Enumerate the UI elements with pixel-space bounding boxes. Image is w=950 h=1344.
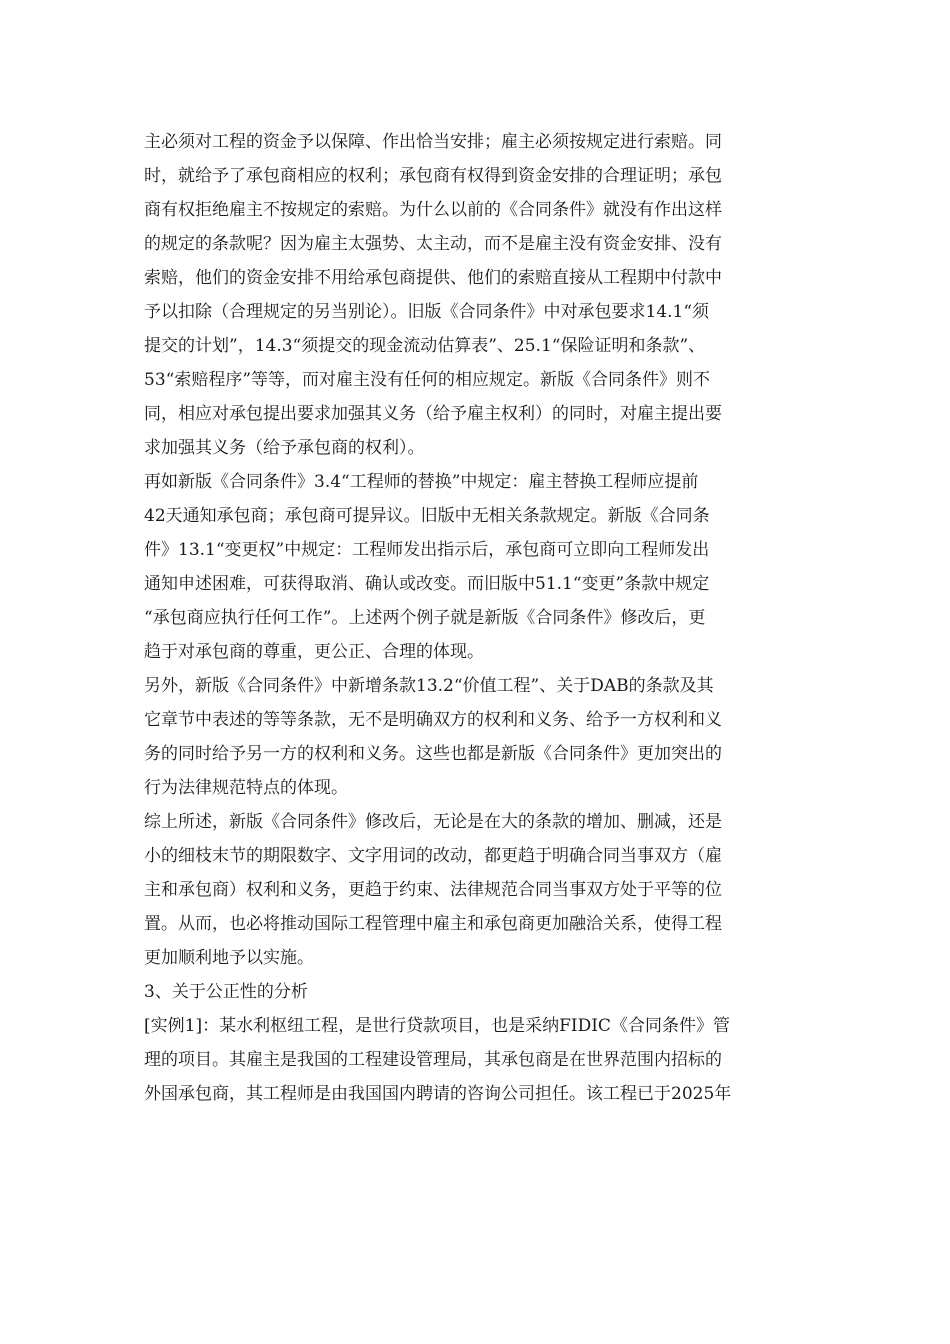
- section-heading: 3、关于公正性的分析: [144, 982, 308, 1002]
- text-line: 商有权拒绝雇主不按规定的索赔。为什么以前的《合同条件》就没有作出这样: [144, 200, 722, 220]
- text-line: 务的同时给予另一方的权利和义务。这些也都是新版《合同条件》更加突出的: [144, 744, 722, 764]
- text-line: 行为法律规范特点的体现。: [144, 778, 348, 798]
- text-line: 索赔，他们的资金安排不用给承包商提供、他们的索赔直接从工程期中付款中: [144, 268, 722, 288]
- text-line: 的规定的条款呢？因为雇主太强势、太主动，而不是雇主没有资金安排、没有: [144, 234, 722, 254]
- text-line: 另外，新版《合同条件》中新增条款13.2“价值工程”、关于DAB的条款及其: [144, 676, 714, 696]
- text-line: 更加顺利地予以实施。: [144, 948, 314, 968]
- text-line: 理的项目。其雇主是我国的工程建设管理局，其承包商是在世界范围内招标的: [144, 1050, 722, 1070]
- text-line: 主和承包商）权利和义务，更趋于约束、法律规范合同当事双方处于平等的位: [144, 880, 722, 900]
- text-line: 主必须对工程的资金予以保障、作出恰当安排；雇主必须按规定进行索赔。同: [144, 132, 722, 152]
- text-line: 再如新版《合同条件》3.4“工程师的替换”中规定：雇主替换工程师应提前: [144, 472, 699, 492]
- document-body-text: [144, 125, 814, 1111]
- text-line: 同，相应对承包提出要求加强其义务（给予雇主权利）的同时，对雇主提出要: [144, 404, 722, 424]
- text-line: 综上所述，新版《合同条件》修改后，无论是在大的条款的增加、删减，还是: [144, 812, 722, 832]
- text-line: 件》13.1“变更权”中规定：工程师发出指示后，承包商可立即向工程师发出: [144, 540, 710, 560]
- text-line: 53“索赔程序”等等，而对雇主没有任何的相应规定。新版《合同条件》则不: [144, 370, 711, 390]
- text-line: 时，就给予了承包商相应的权利；承包商有权得到资金安排的合理证明；承包: [144, 166, 722, 186]
- text-line: 通知申述困难，可获得取消、确认或改变。而旧版中51.1“变更”条款中规定: [144, 574, 710, 594]
- text-line: 求加强其义务（给予承包商的权利）。: [144, 438, 425, 458]
- text-line: 置。从而，也必将推动国际工程管理中雇主和承包商更加融洽关系，使得工程: [144, 914, 722, 934]
- text-line: 它章节中表述的等等条款，无不是明确双方的权利和义务、给予一方权利和义: [144, 710, 722, 730]
- text-line: “承包商应执行任何工作”。上述两个例子就是新版《合同条件》修改后，更: [144, 608, 706, 628]
- text-line: 小的细枝末节的期限数字、文字用词的改动，都更趋于明确合同当事双方（雇: [144, 846, 722, 866]
- text-line: 趋于对承包商的尊重，更公正、合理的体现。: [144, 642, 484, 662]
- text-line: [实例1]：某水利枢纽工程，是世行贷款项目，也是采纳FIDIC《合同条件》管: [144, 1016, 730, 1036]
- text-line: 予以扣除（合理规定的另当别论）。旧版《合同条件》中对承包要求14.1“须: [144, 302, 710, 322]
- text-line: 提交的计划”，14.3“须提交的现金流动估算表”、25.1“保险证明和条款”、: [144, 336, 706, 356]
- text-line: 42天通知承包商；承包商可提异议。旧版中无相关条款规定。新版《合同条: [144, 506, 710, 526]
- text-line: 外国承包商，其工程师是由我国国内聘请的咨询公司担任。该工程已于2025年: [144, 1084, 732, 1104]
